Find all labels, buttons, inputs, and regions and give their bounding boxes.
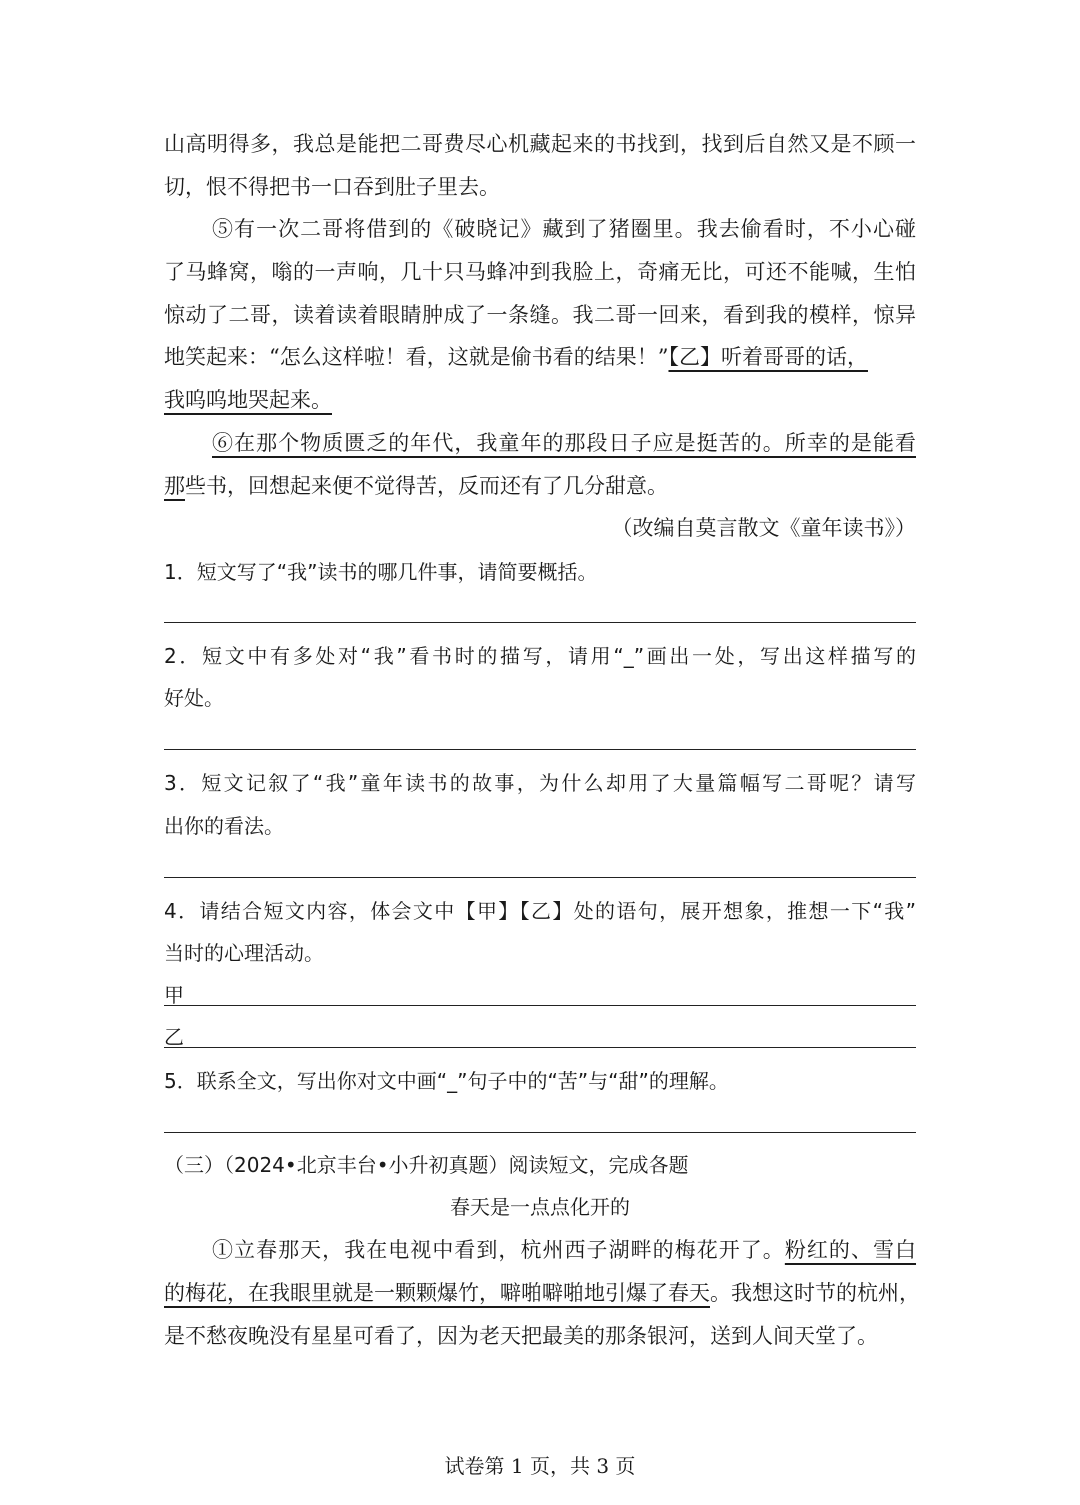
question-2-cont: 好处。 [164,686,224,710]
answer-line-yi[interactable] [164,1047,916,1048]
underlined-sentence-yi: 【乙】听着哥哥的话， [668,345,868,369]
passage-title: 春天是一点点化开的 [450,1195,630,1219]
page-footer: 试卷第 1 页，共 3 页 [444,1454,636,1478]
passage-line: 切，恨不得把书一口吞到肚子里去。 [164,175,500,199]
question-1: 1．短文写了“我”读书的哪几件事，请简要概括。 [164,560,598,584]
question-5: 5．联系全文，写出你对文中画“_”句子中的“苦”与“甜”的理解。 [164,1069,729,1093]
answer-line-3[interactable] [164,877,916,878]
passage2-line: 是不愁夜晚没有星星可看了，因为老天把最美的那条银河，送到人间天堂了。 [164,1324,878,1348]
passage-line: 山高明得多，我总是能把二哥费尽心机藏起来的书找到，找到后自然又是不顾一 [164,132,916,156]
section-heading: （三）（2024•北京丰台•小升初真题）阅读短文，完成各题 [164,1153,689,1177]
underlined-sentence: 那 [164,474,185,498]
source-note: （改编自莫言散文《童年读书》） [611,516,916,540]
passage-line-with-yi [164,342,916,372]
label-jia: 甲 [164,983,184,1007]
paragraph-5-line: ⑤有一次二哥将借到的《破晓记》藏到了猪圈里。我去偷看时，不小心碰 [212,217,916,241]
underlined-sentence: 的梅花，在我眼里就是一颗颗爆竹，噼啪噼啪地引爆了春天 [164,1281,710,1305]
answer-line-1[interactable] [164,622,916,623]
passage-text: ①立春那天，我在电视中看到，杭州西子湖畔的梅花开了。 [212,1238,785,1262]
question-3: 3．短文记叙了“我”童年读书的故事，为什么却用了大量篇幅写二哥呢？请写 [164,771,916,795]
question-3-cont: 出你的看法。 [164,814,284,838]
label-yi: 乙 [164,1025,184,1049]
answer-line-jia[interactable] [164,1005,916,1006]
underlined-sentence: 粉红的、雪白 [784,1238,917,1262]
passage-text: 些书，回想起来便不觉得苦，反而还有了几分甜意。 [185,474,668,498]
passage-line: 惊动了二哥，读着读着眼睛肿成了一条缝。我二哥一回来，看到我的模样，惊异 [164,303,916,327]
passage-line [164,385,916,415]
answer-line-2[interactable] [164,749,916,750]
answer-line-5[interactable] [164,1132,916,1133]
question-2: 2．短文中有多处对“我”看书时的描写，请用“_”画出一处，写出这样描写的 [164,644,916,668]
question-4-cont: 当时的心理活动。 [164,941,324,965]
passage-line: 了马蜂窝，嗡的一声响，几十只马蜂冲到我脸上，奇痛无比，可还不能喊，生怕 [164,260,916,284]
passage-line [164,471,916,501]
passage2-line [164,1278,920,1308]
passage-text: 地笑起来：“怎么这样啦！看，这就是偷书看的结果！” [164,345,669,369]
paragraph-6-underlined: ⑥在那个物质匮乏的年代，我童年的那段日子应是挺苦的。所幸的是能看 [212,431,916,455]
passage2-line [212,1235,916,1265]
underlined-sentence-yi: 我呜呜地哭起来。 [164,388,332,412]
passage-text: 。我想这时节的杭州， [710,1281,920,1305]
question-4: 4．请结合短文内容，体会文中【甲】【乙】处的语句，展开想象，推想一下“我” [164,899,916,923]
